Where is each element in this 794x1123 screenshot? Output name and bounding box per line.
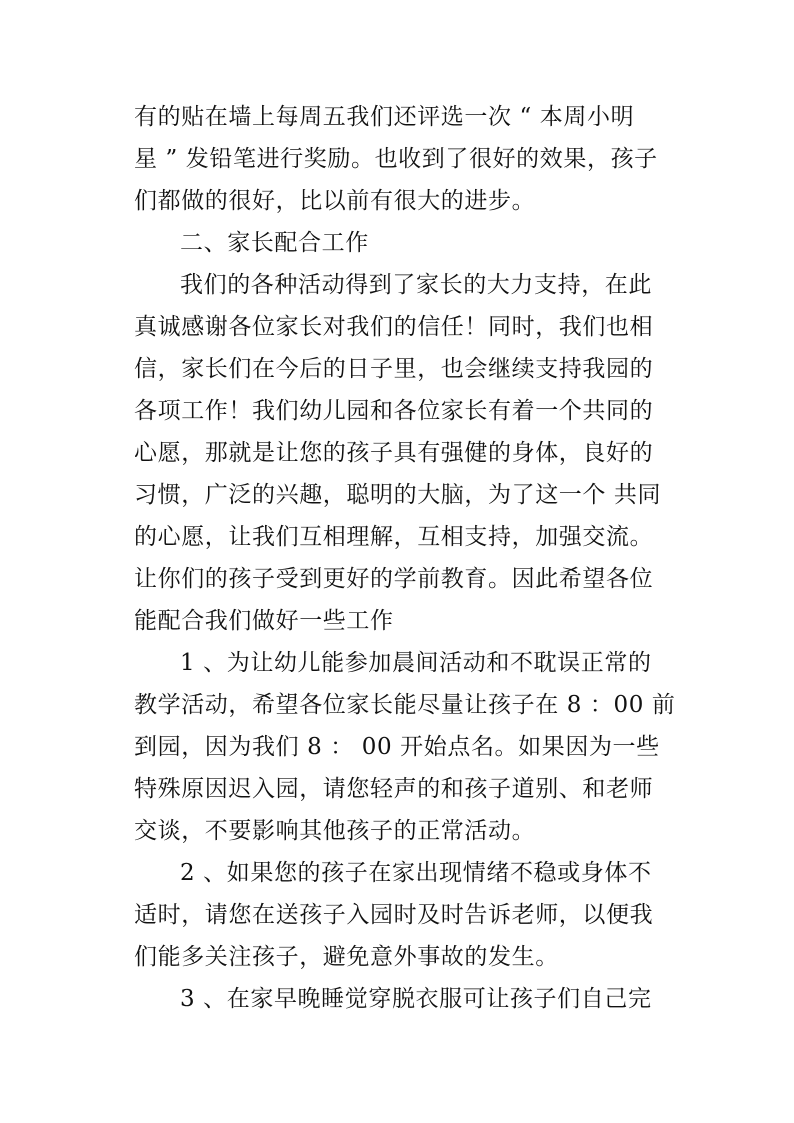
list-item-2-line-2: 适时，请您在送孩子入园时及时告诉老师，以便我 — [134, 902, 654, 928]
text-line-1: 有的贴在墙上每周五我们还评选一次 “ 本周小明 — [134, 104, 635, 130]
list-item-1-line-1: 1 、为让幼儿能参加晨间活动和不耽误正常的 — [180, 650, 652, 676]
section-heading: 二、家长配合工作 — [180, 230, 369, 256]
text-line-10: 习惯，广泛的兴趣，聪明的大脑，为了这一个 共同 — [134, 482, 662, 508]
text-line-2: 星 ” 发铅笔进行奖励。也收到了很好的效果，孩子 — [134, 146, 658, 172]
text-line-9: 心愿，那就是让您的孩子具有强健的身体，良好的 — [134, 440, 654, 466]
list-item-2-line-1: 2 、如果您的孩子在家出现情绪不稳或身体不 — [180, 860, 652, 886]
list-item-3-line-1: 3 、在家早晚睡觉穿脱衣服可让孩子们自己完 — [180, 986, 652, 1012]
text-line-13: 能配合我们做好一些工作 — [134, 608, 394, 634]
text-line-11: 的心愿，让我们互相理解，互相支持，加强交流。 — [134, 524, 654, 550]
text-line-8: 各项工作！我们幼儿园和各位家长有着一个共同的 — [134, 398, 654, 424]
list-item-1-line-3: 到园，因为我们 8 ： 00 开始点名。如果因为一些 — [134, 734, 660, 760]
text-line-12: 让你们的孩子受到更好的学前教育。因此希望各位 — [134, 566, 654, 592]
list-item-1-line-5: 交谈，不要影响其他孩子的正常活动。 — [134, 818, 536, 844]
text-line-3: 们都做的很好，比以前有很大的进步。 — [134, 188, 536, 214]
list-item-1-line-2: 教学活动，希望各位家长能尽量让孩子在 8 ：00 前 — [134, 692, 676, 718]
text-line-7: 信，家长们在今后的日子里，也会继续支持我园的 — [134, 356, 654, 382]
text-line-5: 我们的各种活动得到了家长的大力支持，在此 — [180, 272, 652, 298]
list-item-2-line-3: 们能多关注孩子，避免意外事故的发生。 — [134, 944, 559, 970]
list-item-1-line-4: 特殊原因迟入园，请您轻声的和孩子道别、和老师 — [134, 776, 654, 802]
text-line-6: 真诚感谢各位家长对我们的信任！同时，我们也相 — [134, 314, 654, 340]
